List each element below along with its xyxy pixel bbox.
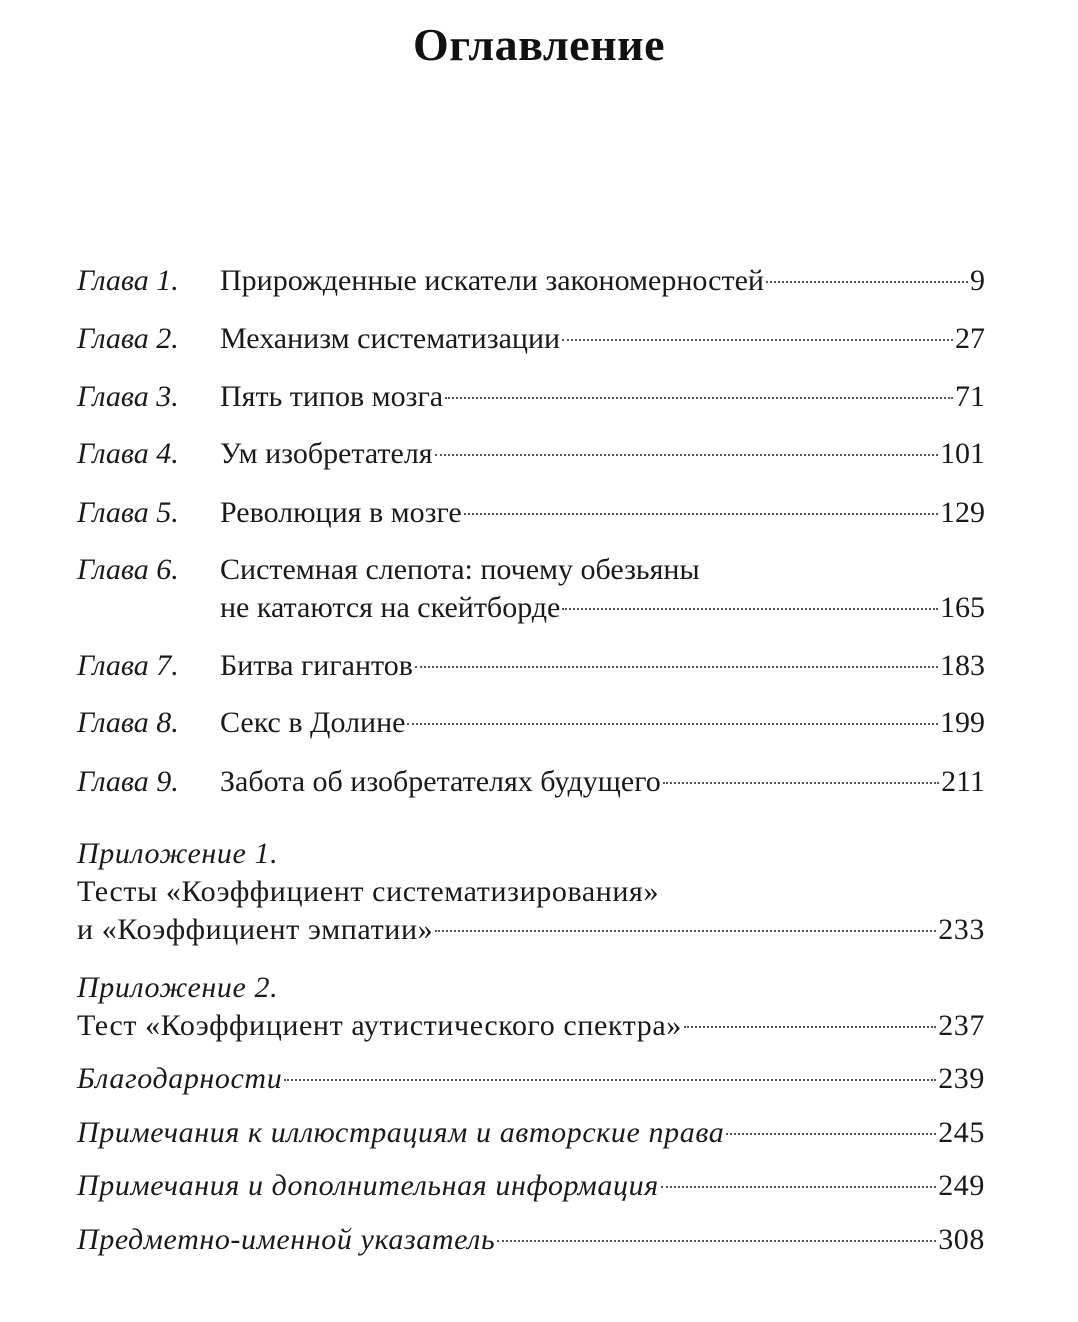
chapter-label: Глава 3. (77, 380, 179, 413)
appendix-title: Тест «Коэффициент аутистического спектра» (77, 1009, 682, 1042)
page-number: 308 (938, 1223, 985, 1256)
appendix-label: Приложение 1. (77, 837, 279, 870)
chapter-label: Глава 7. (77, 649, 179, 682)
page-number: 165 (940, 591, 985, 624)
chapter-label: Глава 2. (77, 322, 179, 355)
chapter-title: Революция в мозге (220, 496, 462, 529)
page-title: Оглавление (412, 19, 666, 70)
appendix-label: Приложение 2. (77, 971, 279, 1004)
dot-leader (445, 396, 953, 399)
page-number: 233 (938, 913, 985, 946)
toc-entry-notes[interactable] (77, 1167, 985, 1205)
toc-entry-appendix-1[interactable] (77, 835, 985, 949)
dot-leader (464, 512, 938, 515)
appendix-title-cont: и «Коэффициент эмпатии» (77, 913, 434, 946)
chapter-title: Механизм систематизации (220, 322, 561, 355)
dot-leader (663, 781, 939, 784)
chapter-label: Глава 4. (77, 437, 179, 470)
dot-leader (766, 280, 968, 283)
toc-entry-appendix-2[interactable] (77, 969, 985, 1045)
dot-leader (435, 453, 938, 456)
page-number: 101 (940, 437, 985, 470)
page-number: 27 (955, 322, 985, 355)
page-number: 211 (941, 765, 985, 798)
chapter-title-cont: не катаются на скейтборде (220, 591, 561, 624)
chapter-label: Глава 5. (77, 496, 179, 529)
dot-leader (684, 1025, 936, 1028)
section-title: Благодарности (77, 1062, 283, 1095)
toc-entry-index[interactable] (77, 1221, 985, 1259)
dot-leader (562, 607, 938, 610)
chapter-label: Глава 9. (77, 765, 179, 798)
dot-leader (435, 929, 936, 932)
dot-leader (726, 1132, 936, 1135)
page-number: 199 (940, 706, 985, 739)
chapter-title: Битва гигантов (220, 649, 413, 682)
dot-leader (415, 665, 938, 668)
chapter-label: Глава 8. (77, 706, 179, 739)
chapter-title: Пять типов мозга (220, 380, 444, 413)
dot-leader (497, 1239, 936, 1242)
section-title: Примечания и дополнительная информация (77, 1169, 659, 1202)
page-number: 183 (940, 649, 985, 682)
dot-leader (661, 1185, 936, 1188)
appendix-title: Тесты «Коэффициент систематизирования» (77, 875, 660, 908)
page-number: 239 (938, 1062, 985, 1095)
page-number: 249 (938, 1169, 985, 1202)
dot-leader (284, 1078, 936, 1081)
page-number: 71 (955, 380, 985, 413)
section-title: Предметно-именной указатель (77, 1223, 496, 1256)
chapter-title: Секс в Долине (220, 706, 406, 739)
dot-leader (562, 338, 953, 341)
chapter-title: Системная слепота: почему обезьяны (220, 553, 700, 586)
section-title: Примечания к иллюстрациям и авторские права (77, 1116, 725, 1149)
page-number: 129 (940, 496, 985, 529)
page-number: 245 (938, 1116, 985, 1149)
dot-leader (407, 722, 938, 725)
chapter-label: Глава 1. (77, 264, 179, 297)
toc-entry-acknowledgements[interactable] (77, 1060, 985, 1098)
chapter-title: Забота об изобретателях будущего (220, 765, 661, 798)
chapter-title: Ум изобретателя (220, 437, 433, 470)
toc-entry-illustration-notes[interactable] (77, 1114, 985, 1152)
chapter-label: Глава 6. (77, 553, 179, 586)
page-number: 9 (970, 264, 985, 297)
page-number: 237 (938, 1009, 985, 1042)
chapter-title: Прирожденные искатели закономерностей (220, 264, 764, 297)
